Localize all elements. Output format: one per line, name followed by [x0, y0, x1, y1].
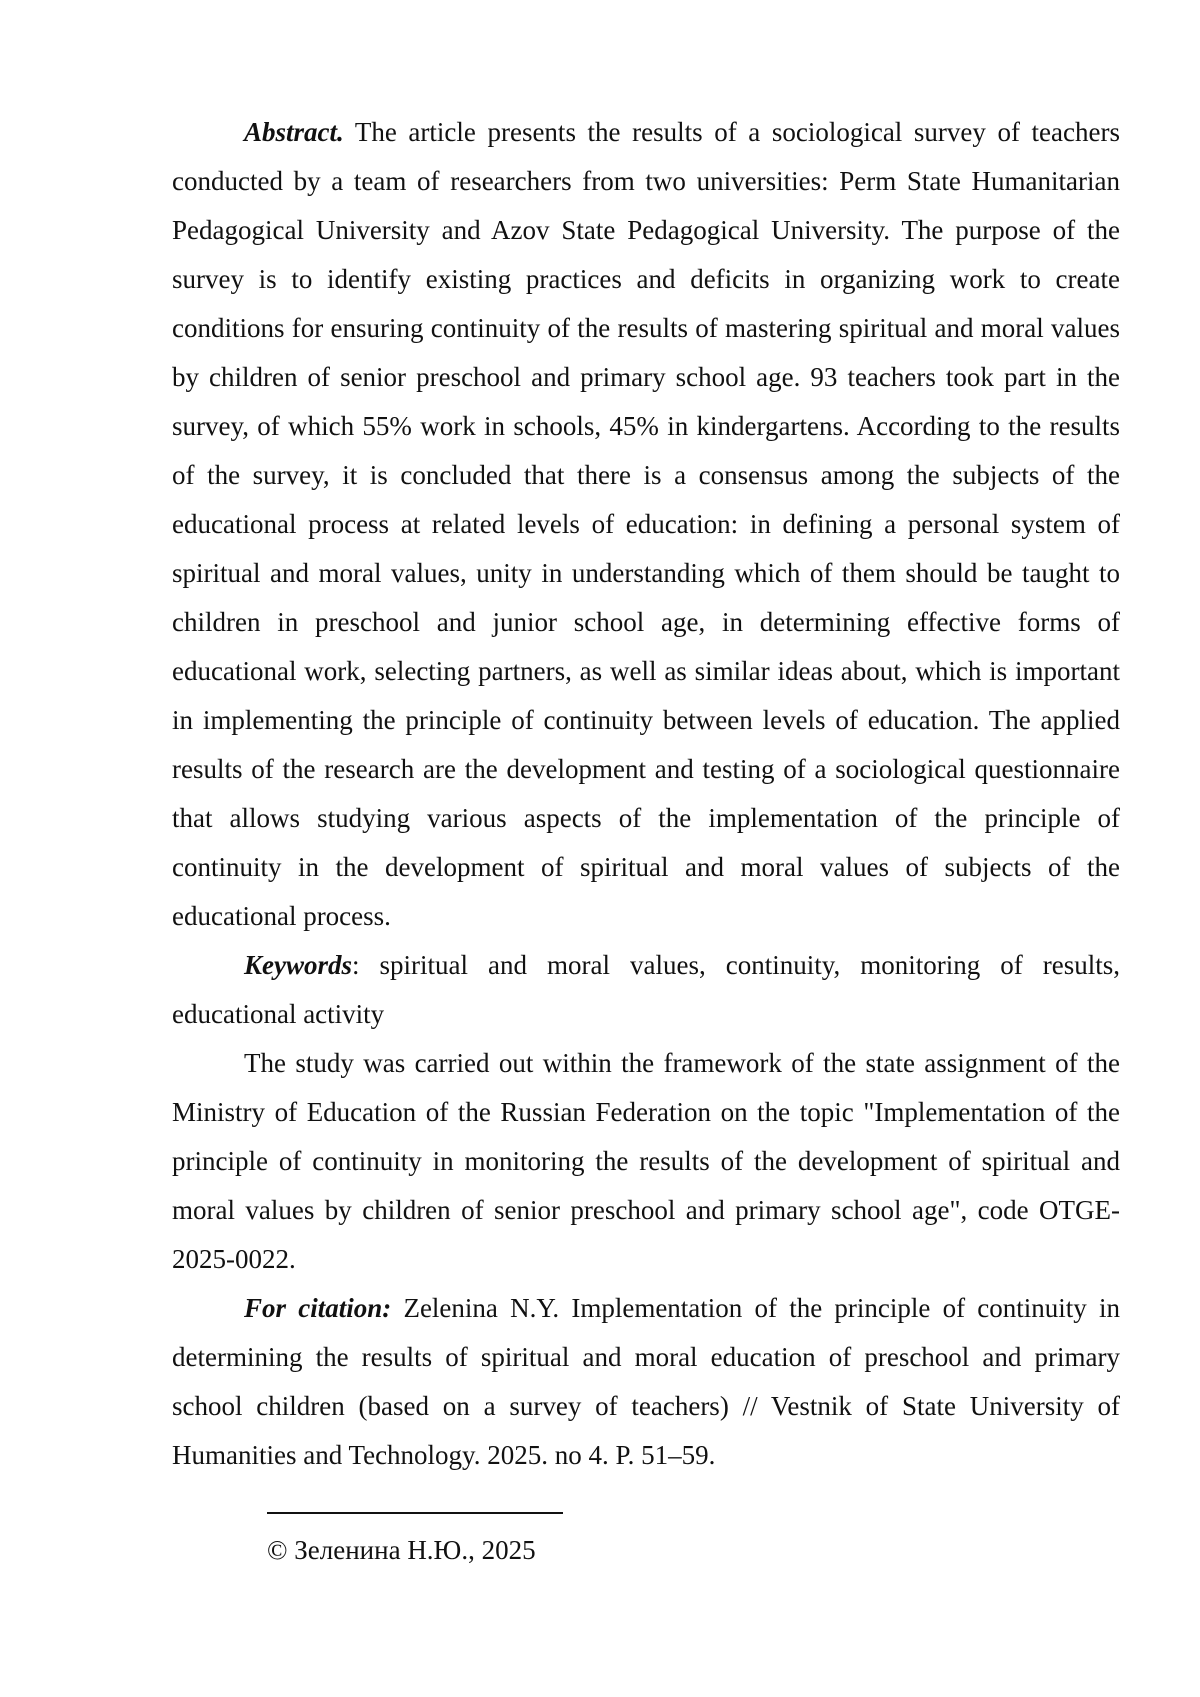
footnote-divider — [267, 1512, 563, 1514]
keywords-label: Keywords — [244, 950, 352, 980]
article-front-matter — [172, 108, 1120, 1480]
funding-text: The study was carried out within the framework of the state assignment of the Ministry of Education of the Russian Federation on the topic "Implementation of the principle of continuity in monitoring the results of the development of spiritual and moral values by children of senior preschool and primary school age", code OTGE-2025-0022. — [172, 1048, 1120, 1274]
citation-text: Zelenina N.Y. Implementation of the principle of continuity in determining the results of spiritual and moral education of preschool and primary school children (based on a survey of teachers) // Vestnik of State University of Humanities and Technology. 2025. no 4. P. 51–59. — [172, 1293, 1120, 1470]
abstract-text: The article presents the results of a sociological survey of teachers conducted by a team of researchers from two universities: Perm State Humanitarian Pedagogical University and Azov State Pedagogical University. The purpose of the survey is to identify existing practices and deficits in organizing work to create conditions for ensuring continuity of the results of mastering spiritual and moral values by children of senior preschool and primary school age. 93 teachers took part in the survey, of which 55% work in schools, 45% in kindergartens. According to the results of the survey, it is concluded that there is a consensus among the subjects of the educational process at related levels of education: in defining a personal system of spiritual and moral values, unity in understanding which of them should be taught to children in preschool and junior school age, in determining effective forms of educational work, selecting partners, as well as similar ideas about, which is important in implementing the principle of continuity between levels of education. The applied results of the research are the development and testing of a sociological questionnaire that allows studying various aspects of the implementation of the principle of continuity in the development of spiritual and moral values of subjects of the educational process. — [172, 117, 1120, 931]
keywords-text: : spiritual and moral values, continuity, monitoring of results, educational activity — [172, 950, 1120, 1029]
abstract-paragraph — [172, 108, 1120, 941]
funding-paragraph — [172, 1039, 1120, 1284]
citation-paragraph — [172, 1284, 1120, 1480]
copyright-footnote: © Зеленина Н.Ю., 2025 — [267, 1535, 536, 1565]
keywords-paragraph — [172, 941, 1120, 1039]
citation-label: For citation: — [244, 1293, 392, 1323]
abstract-label: Abstract. — [244, 117, 344, 147]
